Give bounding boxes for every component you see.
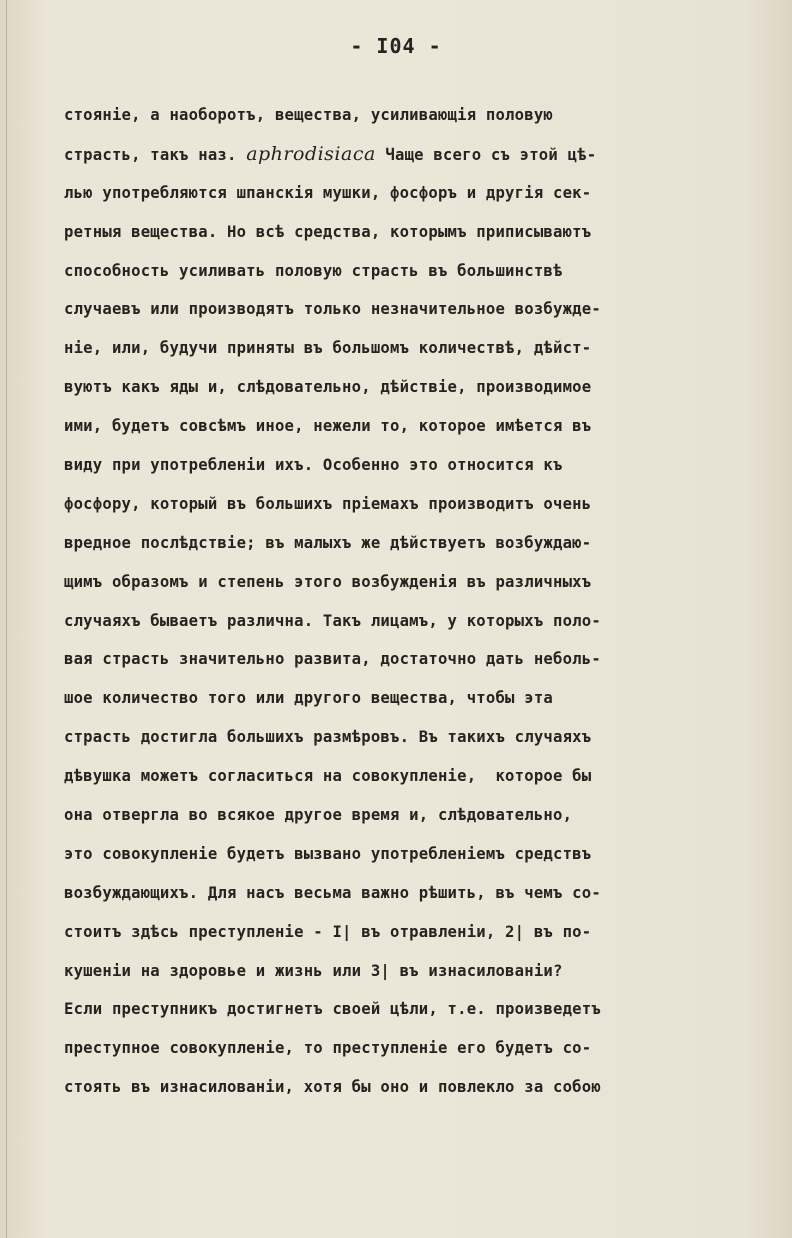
- text-line: это совокупленіе будетъ вызвано употребленіемъ средствъ: [64, 844, 592, 863]
- text-line: вредное послѣдствіе; въ малыхъ же дѣйствуетъ возбуждаю-: [64, 533, 592, 552]
- text-line: ими, будетъ совсѣмъ иное, нежели то, которое имѣется въ: [64, 417, 592, 436]
- text-line: возбуждающихъ. Для насъ весьма важно рѣшить, въ чемъ со-: [64, 883, 601, 902]
- text-line: случаевъ или производятъ только незначительное возбужде-: [64, 300, 601, 319]
- text-line: ретныя вещества. Но всѣ средства, которымъ приписываютъ: [64, 222, 592, 241]
- text-line: дѣвушка можетъ согласиться на совокупленіе, которое бы: [64, 767, 592, 786]
- text-line: страсть, такъ наз. aphrodisiaca Чаще всего съ этой цѣ-: [64, 142, 597, 165]
- text-line: кушеніи на здоровье и жизнь или 3| въ изнасилованіи?: [64, 961, 563, 980]
- text-line: стоитъ здѣсь преступленіе - I| въ отравленіи, 2| въ по-: [64, 922, 592, 941]
- text-line: Если преступникъ достигнетъ своей цѣли, т.е. произведетъ: [64, 1000, 601, 1019]
- text-line: стоять въ изнасилованіи, хотя бы оно и повлекло за собою: [64, 1078, 601, 1097]
- text-line: лью употребляются шпанскія мушки, фосфоръ и другія сек-: [64, 183, 592, 202]
- text-line: преступное совокупленіе, то преступленіе его будетъ со-: [64, 1039, 592, 1058]
- text-line: стояніе, а наоборотъ, вещества, усиливающія половую: [64, 106, 553, 124]
- handwritten-insertion: aphrodisiaca: [246, 142, 376, 165]
- text-line: она отвергла во всякое другое время и, слѣдовательно,: [64, 806, 573, 825]
- margin-rule: [6, 0, 7, 1238]
- text-line: виду при употребленіи ихъ. Особенно это относится къ: [64, 456, 563, 475]
- text-line: вуютъ какъ яды и, слѣдовательно, дѣйствіе, производимое: [64, 378, 592, 397]
- text-line: вая страсть значительно развита, достаточно дать неболь-: [64, 650, 601, 669]
- body-text: [64, 96, 784, 1107]
- page-number: - I04 -: [350, 34, 442, 58]
- text-line: способность усиливать половую страсть въ большинствѣ: [64, 261, 563, 280]
- text-line: фосфору, который въ большихъ пріемахъ производитъ очень: [64, 494, 592, 513]
- text-line: ніе, или, будучи приняты въ большомъ количествѣ, дѣйст-: [64, 339, 592, 358]
- text-line: щимъ образомъ и степень этого возбужденія въ различныхъ: [64, 572, 592, 591]
- text-line: страсть достигла большихъ размѣровъ. Въ такихъ случаяхъ: [64, 728, 592, 747]
- text-line: шое количество того или другого вещества, чтобы эта: [64, 689, 553, 708]
- text-line: случаяхъ бываетъ различна. Такъ лицамъ, у которыхъ поло-: [64, 611, 601, 630]
